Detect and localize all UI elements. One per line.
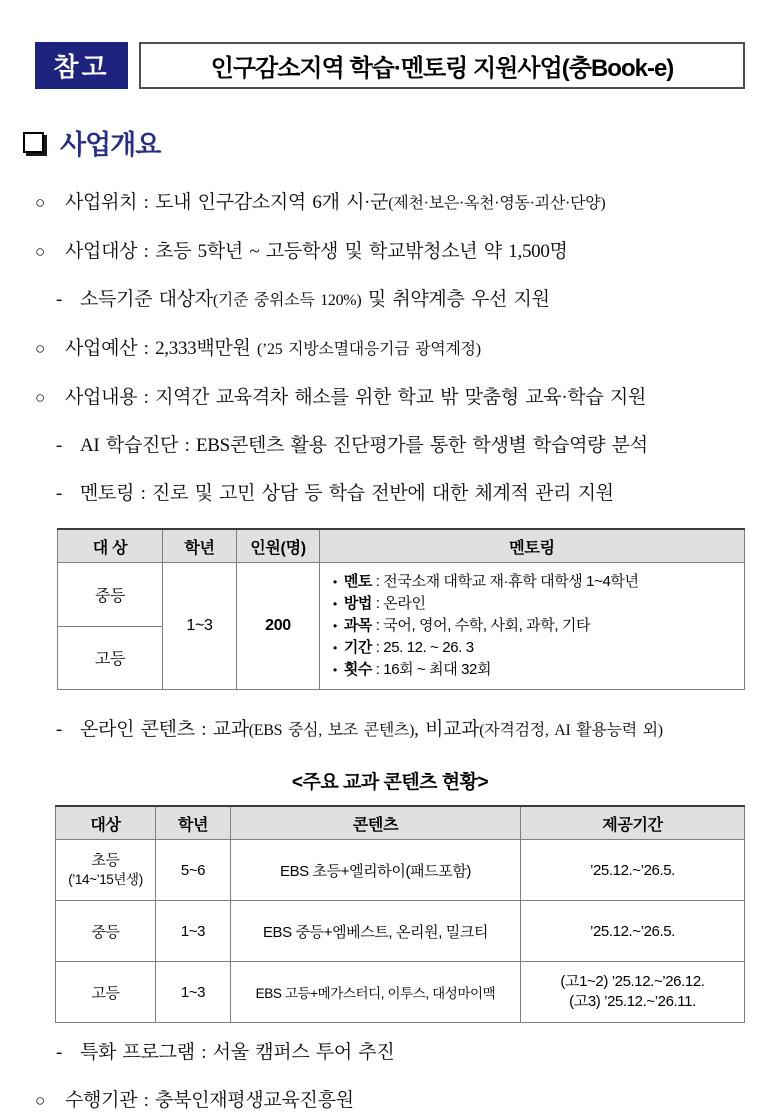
line-text: 사업위치 : 도내 인구감소지역 6개 시·군(제천·보은·옥천·영동·괴산·단양) — [65, 192, 606, 213]
section-header — [23, 123, 745, 162]
cell-grade: 1~3 — [156, 901, 231, 962]
table-row-middle — [56, 901, 745, 962]
section-title: 사업개요 — [60, 130, 161, 160]
line-text: 온라인 콘텐츠 : 교과(EBS 중심, 보조 콘텐츠), 비교과(자격검정, AI 활용능력 외) — [80, 719, 663, 740]
col-header-count: 인원(명) — [237, 529, 320, 563]
line-text: 수행기관 : 충북인재평생교육진흥원 — [65, 1090, 354, 1111]
doc-header — [35, 42, 745, 89]
line-text: 멘토링 : 진로 및 고민 상담 등 학습 전반에 대한 체계적 관리 지원 — [80, 483, 614, 504]
table-row-elementary — [56, 840, 745, 901]
line-project-budget — [35, 335, 745, 364]
mentoring-item: • 멘토 : 전국소재 대학교 재·휴학 대학생 1~4학년 — [333, 573, 639, 590]
line-text: 소득기준 대상자(기준 중위소득 120%) 및 취약계층 우선 지원 — [80, 289, 550, 310]
cell-grade: 1~3 — [163, 563, 237, 690]
dash-bullet-icon: - — [56, 483, 63, 504]
dash-bullet-icon: - — [56, 1042, 63, 1063]
line-online-contents — [35, 716, 745, 745]
footer-block — [35, 1039, 745, 1115]
mentoring-table — [57, 528, 745, 690]
dot-bullet-icon: • — [333, 641, 337, 655]
reference-badge: 참고 — [35, 42, 128, 89]
line-income-criteria — [35, 286, 745, 315]
mentoring-item: • 과목 : 국어, 영어, 수학, 사회, 과학, 기타 — [333, 617, 591, 634]
circle-bullet-icon: ○ — [35, 193, 45, 212]
cell-contents: EBS 고등+메가스터디, 이투스, 대성마이맥 — [231, 962, 521, 1023]
col-header-target: 대 상 — [58, 529, 163, 563]
cell-target-high: 고등 — [58, 626, 163, 690]
contents-table — [55, 805, 745, 1023]
table-row — [58, 563, 745, 627]
cell-target: 초등 (’14~’15년생) — [56, 840, 156, 901]
col-header-target: 대상 — [56, 806, 156, 840]
contents-table-title: <주요 교과 콘텐츠 현황> — [291, 772, 489, 793]
cell-period: ’25.12.~’26.5. — [521, 901, 745, 962]
mentoring-item: • 기간 : 25. 12. ~ 26. 3 — [333, 639, 474, 656]
cell-target: 고등 — [56, 962, 156, 1023]
col-header-mentoring: 멘토링 — [320, 529, 745, 563]
dot-bullet-icon: • — [333, 575, 337, 589]
line-text: 사업대상 : 초등 5학년 ~ 고등학생 및 학교밖청소년 약 1,500명 — [65, 241, 568, 262]
line-text: AI 학습진단 : EBS콘텐츠 활용 진단평가를 통한 학생별 학습역량 분석 — [80, 435, 648, 456]
dash-bullet-icon: - — [56, 435, 63, 456]
line-ai-diagnosis — [35, 432, 745, 460]
col-header-contents: 콘텐츠 — [231, 806, 521, 840]
table-header-row — [58, 529, 745, 563]
mentoring-item: • 횟수 : 16회 ~ 최대 32회 — [333, 661, 492, 678]
dash-bullet-icon: - — [56, 289, 63, 310]
circle-bullet-icon: ○ — [35, 242, 45, 261]
circle-bullet-icon: ○ — [35, 1091, 45, 1110]
circle-bullet-icon: ○ — [35, 339, 45, 358]
table-row-high — [56, 962, 745, 1023]
dash-bullet-icon: - — [56, 719, 63, 740]
cell-period: ’25.12.~’26.5. — [521, 840, 745, 901]
table-header-row — [56, 806, 745, 840]
cell-target-middle: 중등 — [58, 563, 163, 627]
cell-period: (고1~2) ’25.12.~’26.12. (고3) ’25.12.~’26.11. — [521, 962, 745, 1023]
dot-bullet-icon: • — [333, 597, 337, 611]
line-executing-agency — [35, 1087, 745, 1115]
circle-bullet-icon: ○ — [35, 388, 45, 407]
cell-target: 중등 — [56, 901, 156, 962]
line-text: 사업예산 : 2,333백만원 (’25 지방소멸대응기금 광역계정) — [65, 338, 481, 359]
col-header-grade: 학년 — [156, 806, 231, 840]
dot-bullet-icon: • — [333, 619, 337, 633]
cell-grade: 5~6 — [156, 840, 231, 901]
line-text: 특화 프로그램 : 서울 캠퍼스 투어 추진 — [80, 1042, 395, 1063]
cell-contents: EBS 초등+엘리하이(패드포함) — [231, 840, 521, 901]
line-text: 사업내용 : 지역간 교육격차 해소를 위한 학교 밖 맞춤형 교육·학습 지원 — [65, 387, 647, 408]
cell-mentoring-details — [320, 563, 745, 690]
line-mentoring — [35, 480, 745, 508]
cell-count: 200 — [237, 563, 320, 690]
mentoring-item: • 방법 : 온라인 — [333, 595, 426, 612]
line-project-target — [35, 238, 745, 266]
line-special-program — [35, 1039, 745, 1067]
doc-title: 인구감소지역 학습·멘토링 지원사업(충Book-e) — [139, 42, 745, 89]
square-bullet-icon — [23, 132, 44, 153]
dot-bullet-icon: • — [333, 663, 337, 677]
cell-contents: EBS 중등+엠베스트, 온리원, 밀크티 — [231, 901, 521, 962]
line-project-location — [35, 189, 745, 218]
line-project-content — [35, 384, 745, 412]
col-header-period: 제공기간 — [521, 806, 745, 840]
col-header-grade: 학년 — [163, 529, 237, 563]
cell-grade: 1~3 — [156, 962, 231, 1023]
